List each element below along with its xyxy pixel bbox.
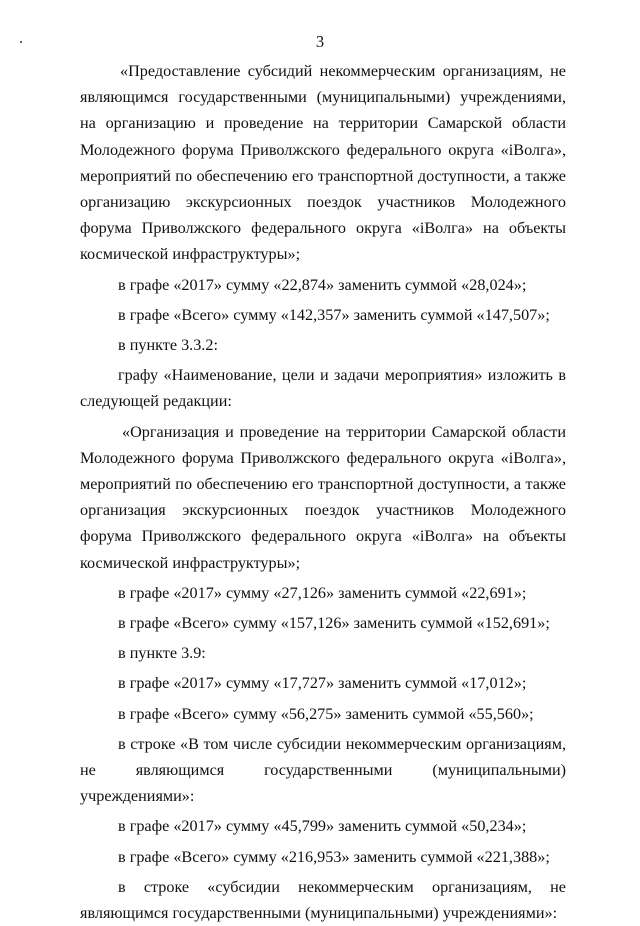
paragraph-amendment-total: в графе «Всего» сумму «56,275» заменить суммой «55,560»;: [118, 704, 534, 723]
document-body: [80, 58, 566, 926]
paragraph-column-name-change: графу «Наименование, цели и задачи мероприятия» изложить в следующей редакции:: [80, 366, 566, 411]
paragraph-amendment-total: в графе «Всего» сумму «142,357» заменить суммой «147,507»;: [118, 305, 550, 324]
paragraph-row-including-subsidies: в строке «В том числе субсидии некоммерческим организациям, не являющимся государственными (муниципальными) учреждениями»:: [80, 734, 566, 806]
paragraph-amendment-2017: в графе «2017» сумму «22,874» заменить суммой «28,024»;: [118, 275, 527, 294]
page-number: 3: [315, 32, 325, 51]
paragraph-row-subsidies: в строке «субсидии некоммерческим организациям, не являющимся государственными (муниципальными) учреждениями»:: [80, 877, 566, 923]
paragraph-amendment-2017: в графе «2017» сумму «17,727» заменить суммой «17,012»;: [118, 674, 527, 693]
paragraph-amendment-2017: в графе «2017» сумму «45,799» заменить суммой «50,234»;: [118, 817, 527, 836]
paragraph-new-wording: «Организация и проведение на территории Самарской области Молодежного форума Приволжского федерального округа «iВолга», мероприятий по обеспечению его транспортной доступности, а также организация экскурсионных поездок участников Молодежного форума Приволжского федерального округа «iВолга» на объекты космической инфраструктуры»;: [80, 422, 566, 572]
paragraph-amendment-2017: в графе «2017» сумму «27,126» заменить суммой «22,691»;: [118, 583, 527, 602]
paragraph-amendment-total: в графе «Всего» сумму «157,126» заменить суммой «152,691»;: [118, 614, 550, 633]
paragraph-program-title: «Предоставление субсидий некоммерческим организациям, не являющимся государственными (муниципальными) учреждениями, на организацию и проведение на территории Самарской области Молодежного форума Приволжского федерального округа «iВолга», мероприятий по обеспечению его транспортной доступности, а также организацию экскурсионных поездок участников Молодежного форума Приволжского федерального округа «iВолга» на объекты космической инфраструктуры»;: [80, 62, 566, 264]
paragraph-clause-3-9: в пункте 3.9:: [118, 644, 206, 663]
paragraph-amendment-total: в графе «Всего» сумму «216,953» заменить суммой «221,388»;: [118, 847, 550, 866]
paragraph-clause-3-3-2: в пункте 3.3.2:: [118, 336, 218, 355]
